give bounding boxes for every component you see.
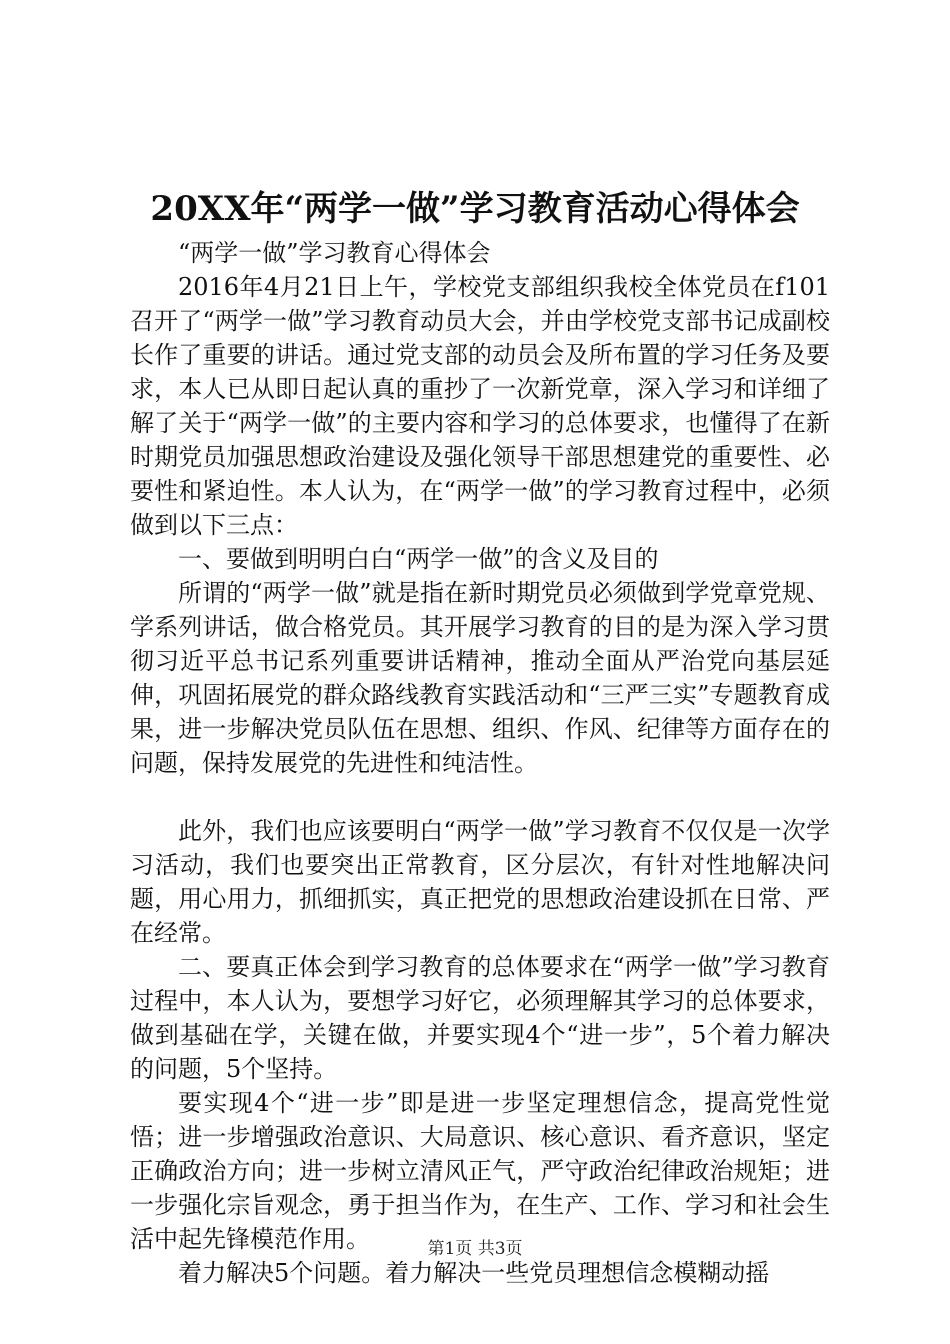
intro-paragraph: 2016年4月21日上午，学校党支部组织我校全体党员在f101召开了“两学一做”学习教育动员大会，并由学校党支部书记成副校长作了重要的讲话。通过党支部的动员会及所布置的学习任务及要求，本人已从即日起认真的重抄了一次新党章，深入学习和详细了解了关于“两学一做”的主要内容和学习的总体要求，也懂得了在新时期党员加强思想政治建设及强化领导干部思想建党的重要性、必要性和紧迫性。本人认为，在“两学一做”的学习教育过程中，必须做到以下三点： xyxy=(130,273,830,539)
section-one-heading: 一、要做到明明白白“两学一做”的含义及目的 xyxy=(178,545,659,573)
additional-paragraph: 此外，我们也应该要明白“两学一做”学习教育不仅仅是一次学习活动，我们也要突出正常教育，区分层次，有针对性地解决问题，用心用力，抓细抓实，真正把党的思想政治建设抓在日常、严在经常。 xyxy=(130,817,830,947)
document-body xyxy=(130,236,830,1290)
page-footer: 第1页 共3页 xyxy=(427,1239,523,1259)
five-problems-paragraph: 着力解决5个问题。着力解决一些党员理想信念模糊动摇 xyxy=(178,1259,770,1287)
document-title: 20XX年“两学一做”学习教育活动心得体会 xyxy=(150,189,800,229)
meaning-paragraph: 所谓的“两学一做”就是指在新时期党员必须做到学党章党规、学系列讲话，做合格党员。其开展学习教育的目的是为深入学习贯彻习近平总书记系列重要讲话精神，推动全面从严治党向基层延伸，巩固拓展党的群众路线教育实践活动和“三严三实”专题教育成果，进一步解决党员队伍在思想、组织、作风、纪律等方面存在的问题，保持发展党的先进性和纯洁性。 xyxy=(130,579,830,777)
four-steps-paragraph: 要实现4个“进一步”即是进一步坚定理想信念，提高党性觉悟；进一步增强政治意识、大局意识、核心意识、看齐意识，坚定正确政治方向；进一步树立清风正气，严守政治纪律政治规矩；进一步强化宗旨观念，勇于担当作为，在生产、工作、学习和社会生活中起先锋模范作用。 xyxy=(130,1089,830,1253)
section-two-heading: 二、要真正体会到学习教育的总体要求在“两学一做”学习教育过程中，本人认为，要想学习好它，必须理解其学习的总体要求，做到基础在学，关键在做，并要实现4个“进一步”，5个着力解决的问题，5个坚持。 xyxy=(130,953,830,1083)
subtitle-paragraph: “两学一做”学习教育心得体会 xyxy=(178,239,491,267)
